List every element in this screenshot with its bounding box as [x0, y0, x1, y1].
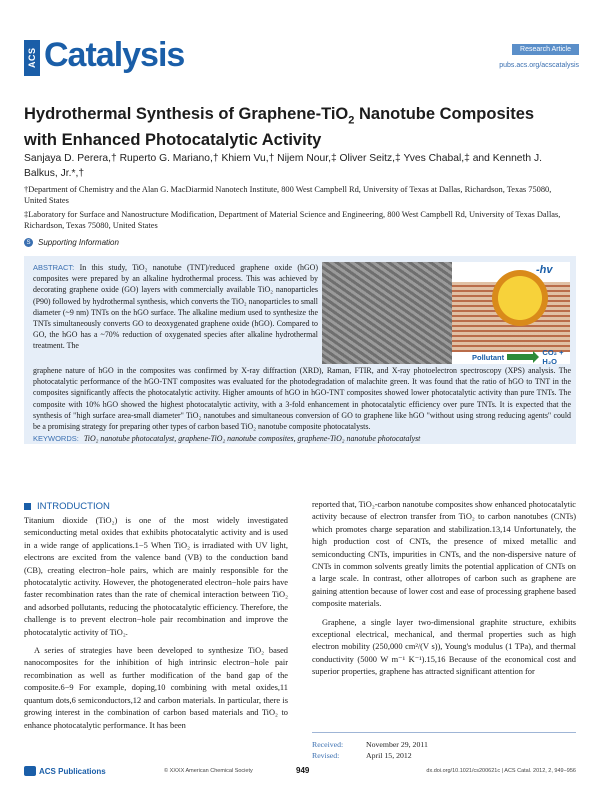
keywords-list: TiO₂ nanotube photocatalyst, graphene-TiO₂ nanotube composites, graphene-TiO₂ nanotube photocatalyst	[83, 434, 421, 443]
section-title: INTRODUCTION	[37, 501, 110, 512]
copyright: © XXXX American Chemical Society	[164, 768, 253, 774]
author-list: Sanjaya D. Perera,† Ruperto G. Mariano,† Khiem Vu,† Nijem Nour,‡ Oliver Seitz,‡ Yves Chabal,‡ and Kenneth J. Balkus, Jr.*,†	[24, 153, 542, 179]
article-dates	[312, 732, 576, 761]
supporting-info-label: Supporting Information	[38, 238, 119, 247]
revised-date: April 15, 2012	[366, 751, 412, 760]
revised-row	[312, 750, 576, 761]
received-row	[312, 739, 576, 750]
supporting-info-icon: S	[24, 238, 33, 247]
publisher-name: ACS Publications	[39, 766, 106, 776]
abstract-label: ABSTRACT:	[33, 263, 75, 272]
keywords	[33, 434, 571, 443]
tem-image	[322, 262, 452, 364]
journal-name: Catalysis	[44, 36, 185, 74]
acs-publications-icon	[24, 766, 36, 776]
revised-label: Revised:	[312, 751, 340, 760]
acs-logo-prefix: ACS	[24, 40, 40, 76]
article-type-badge: Research Article	[512, 44, 579, 55]
article-title	[24, 104, 544, 150]
light-label: -hv	[536, 264, 553, 276]
abstract-body-1: In this study, TiO₂ nanotube (TNT)/reduced graphene oxide (hGO) composites were prepared by an alkaline hydrothermal process. This was achieved by decorating graphene oxide (GO) layers with commercially available TiO₂ nanoparticles (P90) followed by hydrothermal synthesis, which converts the TiO₂ nanoparticles to small diameter (~9 nm) TNTs on the hGO surface. The alkaline medium used to synthesize the TNTs simultaneously converts GO to deoxygenated graphene oxide (hGO). Compared to GO, the hGO has a ~70% reduction of oxygenated species after alkaline hydrothermal treatment. The	[33, 263, 318, 351]
abstract-text-part1	[33, 262, 318, 352]
publisher-logo	[24, 766, 106, 776]
paragraph: Graphene, a single layer two-dimensional graphite structure, exhibits exceptional electrical, mechanical, and thermal properties such as high electron mobility (250,000 cm²/(V s)), Young's modulus (1 TPa), and thermal conductivity (5000 W m⁻¹ K⁻¹).15,16 Because of the economical cost and superior properties, graphene has attracted significant attention for	[312, 617, 576, 677]
supporting-info-link[interactable]	[24, 238, 119, 247]
title-part-b: Nanotube Composites with Enhanced Photocatalytic Activity	[24, 105, 535, 150]
affiliation-1: †Department of Chemistry and the Alan G. MacDiarmid Nanotech Institute, 800 West Campbell Rd, University of Texas at Dallas, Richardson, Texas 75080, United States	[24, 185, 552, 205]
body-column-left	[24, 515, 288, 738]
pollutant-label: Pollutant	[472, 352, 505, 362]
tio2-particle-image	[492, 270, 548, 326]
section-square-icon	[24, 503, 31, 510]
keywords-label: KEYWORDS:	[33, 434, 79, 443]
toc-graphic	[322, 262, 570, 364]
product-label: CO₂ + H₂O	[542, 348, 564, 364]
journal-logo	[24, 36, 185, 84]
abstract-text-part2: graphene nature of hGO in the composites was confirmed by X-ray diffraction (XRD), Raman, FTIR, and X-ray photoelectron spectroscopy (XPS) analysis. The photocatalytic performance of the hGO-TNT composites was evaluated for the photodegradation of malachite green. It was found that the ratio of hGO to TNT in the composites significantly affects the photocatalytic activity. Higher amounts of hGO in hGO-TNT composites showed lower photocatalytic activity than pure TNTs. The composite with 10% hGO showed the highest photocatalytic activity, with a 3-fold enhancement in photocatalytic efficiency over pure TNTs. It is expected that the synthesis of "high surface area-small diameter" TiO₂ nanotubes and simultaneous conversion of GO to graphene like hGO "without using strong reducing agents" could be a promising strategy for preparing other types of carbon based TiO₂ nanotube composite photocatalysts.	[33, 366, 571, 432]
reaction-arrow-icon	[507, 354, 533, 360]
page-footer	[24, 766, 576, 780]
reaction-scheme	[472, 348, 570, 364]
doi-citation[interactable]: dx.doi.org/10.1021/cs200621c | ACS Catal. 2012, 2, 949−956	[426, 768, 576, 774]
paragraph: Titanium dioxide (TiO₂) is one of the most widely investigated semiconducting metal oxides that exhibits photocatalytic activity and is used in a wide range of applications.1−5 When TiO₂ is irradiated with UV light, electrons are excited from the valence band (VB) to the conduction band (CB), creating electron−hole pairs, which are mainly responsible for the photocatalytic activity. However, the photogenerated electron−hole pairs have faster recombination rates than the rate of chemical interaction between TiO₂ and adsorbed pollutants, reducing the photocatalytic efficiency. Therefore, the challenge is to prevent electron−hole pair recombination and improve the photocatalytic activity of TiO₂.	[24, 516, 288, 637]
page-number: 949	[296, 766, 310, 775]
journal-url[interactable]: pubs.acs.org/acscatalysis	[499, 62, 579, 69]
paragraph: A series of strategies have been developed to synthesize TiO₂ based nanocomposites for the inhibition of high intrinsic electron−hole pair recombination as well as further modification of the band gap of the composite.6−9 For example, doping,10 combining with metal oxides,11 quantum dots,6 semiconductors,12 and carbon materials. In particular, there is growing interest in the combination of carbon based materials and TiO₂ to enhance photocatalytic performance. It has been	[24, 646, 288, 730]
section-heading-introduction	[24, 501, 110, 512]
body-column-right	[312, 499, 576, 685]
paragraph: reported that, TiO₂-carbon nanotube composites show enhanced photocatalytic activity because of electron transfer from TiO₂ to carbon nanotubes (CNTs) which promotes charge separation and stabilization.13,14 Unfortunately, the high production cost of CNTs, the presence of mixed metallic and semiconducting CNTs, impurities in CNTs, and the non-dispersive nature of CNTs in common solvents greatly limits the potential application of CNTs on a large scale. In contrast, other allotropes of carbon such as graphene are gaining attention because of lower cost and ease of processing graphene based composite materials.	[312, 500, 576, 609]
received-date: November 29, 2011	[366, 740, 428, 749]
received-label: Received:	[312, 740, 344, 749]
affiliation-2: ‡Laboratory for Surface and Nanostructure Modification, Department of Material Science and Engineering, 800 West Campbell Rd, University of Texas Dallas, Richardson, Texas 75080, United States	[24, 210, 561, 230]
title-subscript: 2	[348, 114, 355, 127]
title-part-a: Hydrothermal Synthesis of Graphene-TiO	[24, 105, 349, 123]
